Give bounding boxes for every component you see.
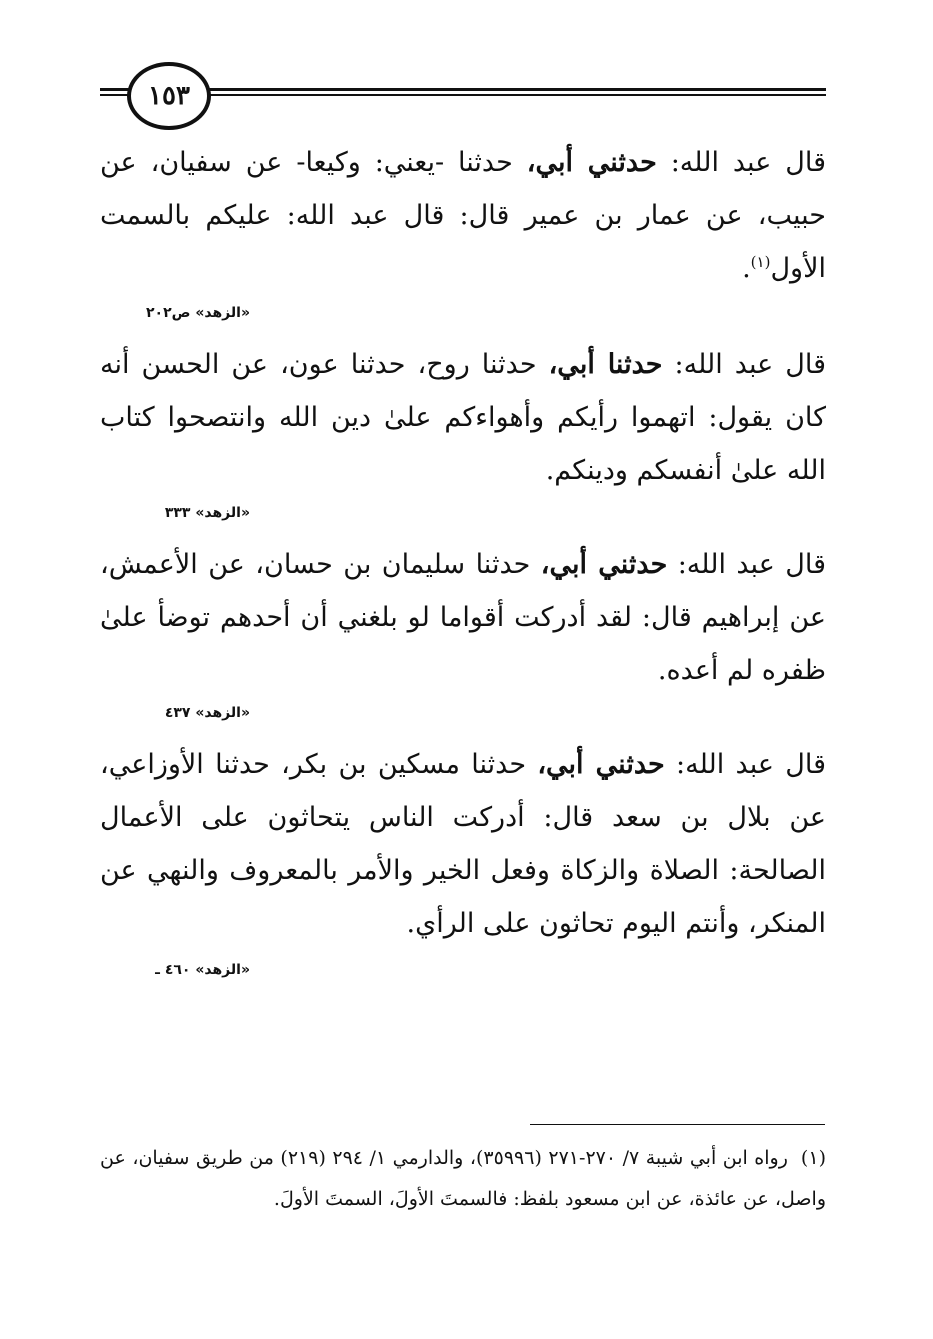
entry-text xyxy=(100,136,826,295)
entry-1 xyxy=(100,136,826,295)
entry-prefix: قال عبد الله: xyxy=(656,147,826,178)
source-reference-2: «الزهد» ٣٣٣ xyxy=(164,505,250,521)
footnote xyxy=(100,1138,826,1220)
entry-body: حدثنا سليمان بن حسان، عن الأعمش، عن إبراهيم قال: لقد أدركت أقواما لو بلغني أن أحدهم توضأ علىٰ ظفره لم أعده. xyxy=(100,549,826,686)
entry-prefix: قال عبد الله: xyxy=(662,349,827,380)
entry-bold-phrase: حدثني أبي، xyxy=(537,749,665,780)
source-reference-4: «الزهد» ٤٦٠ ـ xyxy=(155,962,250,978)
entry-bold-phrase: حدثني أبي، xyxy=(526,147,657,178)
page-number: ١٥٣ xyxy=(127,62,211,130)
entry-bold-phrase: حدثنا أبي، xyxy=(548,349,663,380)
footnote-number: (١) xyxy=(800,1147,826,1169)
entry-suffix: . xyxy=(742,253,751,284)
entry-bold-phrase: حدثني أبي، xyxy=(540,549,668,580)
entry-2 xyxy=(100,338,826,497)
page-header xyxy=(100,62,826,126)
entry-4 xyxy=(100,738,826,950)
entry-text xyxy=(100,338,826,497)
entry-text xyxy=(100,738,826,950)
entry-3 xyxy=(100,538,826,697)
footnote-separator xyxy=(530,1124,825,1125)
entry-body: حدثنا -يعني: وكيعا- عن سفيان، عن حبيب، عن عمار بن عمير قال: قال عبد الله: عليكم بالسمت الأول xyxy=(100,147,826,284)
entry-prefix: قال عبد الله: xyxy=(667,549,826,580)
source-reference-3: «الزهد» ٤٣٧ xyxy=(164,705,250,721)
source-reference-1: «الزهد» ص٢٠٢ xyxy=(146,305,250,321)
footnote-marker[interactable]: (١) xyxy=(750,253,771,271)
entry-prefix: قال عبد الله: xyxy=(664,749,826,780)
entry-body: حدثنا روح، حدثنا عون، عن الحسن أنه كان يقول: اتهموا رأيكم وأهواءكم علىٰ دين الله وانتصحوا كتاب الله علىٰ أنفسكم ودينكم. xyxy=(100,349,826,486)
footnote-text: رواه ابن أبي شيبة ٧/ ٢٧٠-٢٧١ (٣٥٩٩٦)، والدارمي ١/ ٢٩٤ (٢١٩) من طريق سفيان، عن واصل، عن عائذة، عن ابن مسعود بلفظ: فالسمتَ الأولَ، السمتَ الأولَ. xyxy=(100,1147,826,1210)
entry-body: حدثنا مسكين بن بكر، حدثنا الأوزاعي، عن بلال بن سعد قال: أدركت الناس يتحاثون على الأعمال الصالحة: الصلاة والزكاة وفعل الخير والأمر بالمعروف والنهي عن المنكر، وأنتم اليوم تحاثون على الرأي. xyxy=(100,749,826,939)
entry-text xyxy=(100,538,826,697)
